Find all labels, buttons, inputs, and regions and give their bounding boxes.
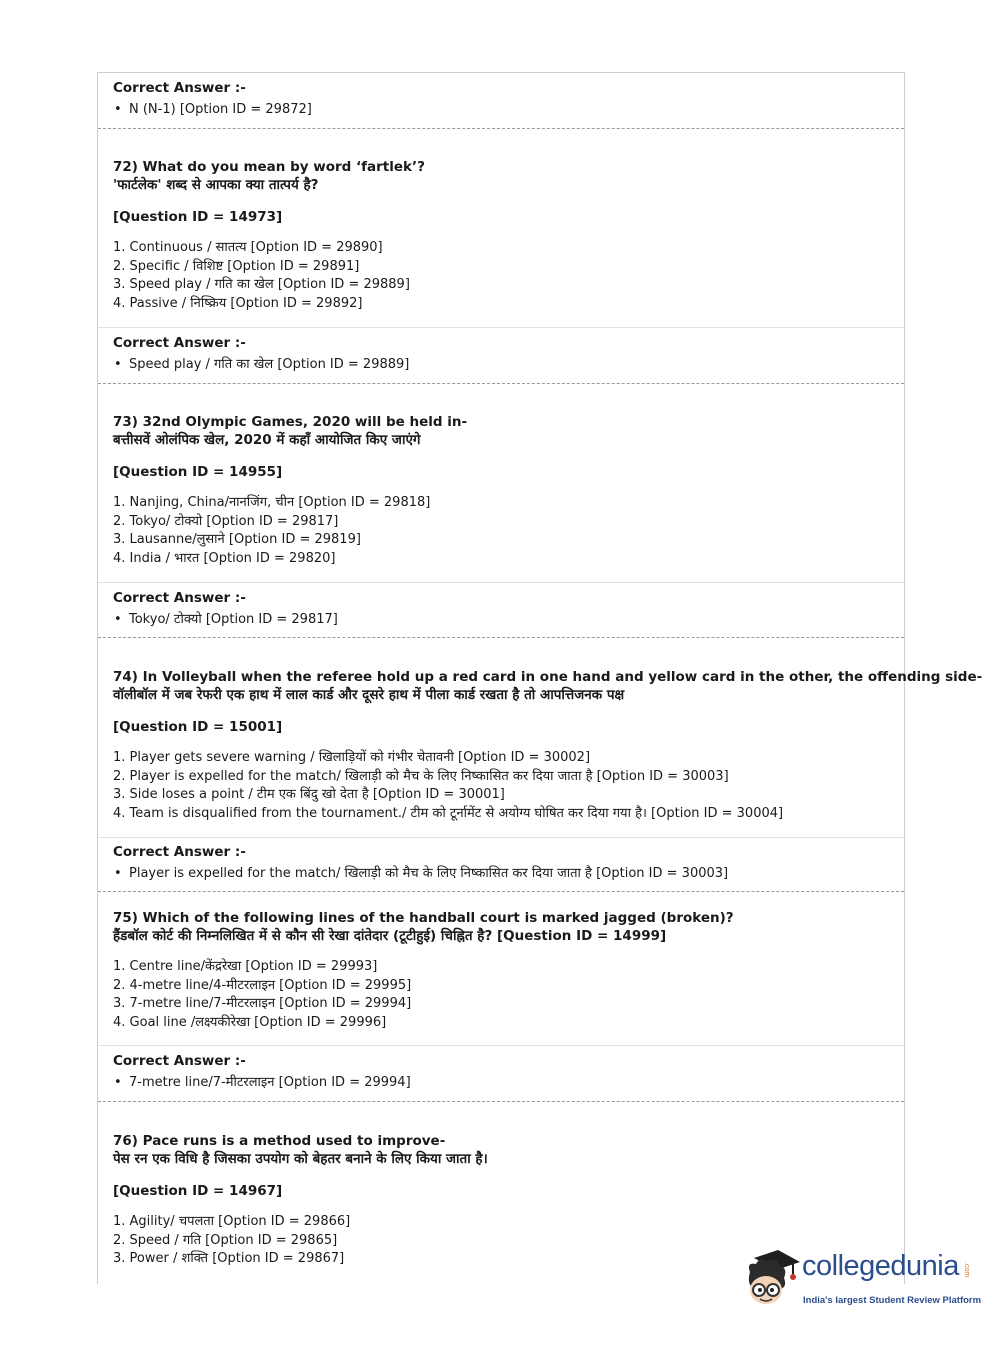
divider [98,327,904,328]
divider [98,128,904,129]
correct-answer-value: • Player is expelled for the match/ खिलाड़ी को मैच के लिए निष्कासित कर दिया जाता है [Option ID = 30003] [113,864,894,883]
correct-answer-label: Correct Answer :- [113,844,246,860]
question-text-hi: बत्तीसवें ओलंपिक खेल, 2020 में कहाँ आयोजित किए जाएंगे [113,432,421,448]
divider [98,837,904,838]
answer-block-75 [113,1052,894,1092]
option-item: 3. Power / शक्ति [Option ID = 29867] [113,1251,345,1266]
divider [98,1101,904,1102]
option-item: 2. Speed / गति [Option ID = 29865] [113,1232,338,1248]
correct-answer-value: • Speed play / गति का खेल [Option ID = 29889] [113,355,894,374]
question-text-hi: वॉलीबॉल में जब रेफरी एक हाथ में लाल कार्ड और दूसरे हाथ में पीला कार्ड रखता है तो आपत्तिजनक पक्ष [113,687,625,703]
option-item: 2. 4-metre line/4-मीटरलाइन [Option ID = 29995] [113,977,412,993]
option-item: 1. Continuous / सातत्य [Option ID = 29890] [113,240,383,255]
option-item: 4. Goal line /लक्ष्यकीरेखा [Option ID = 29996] [113,1014,387,1030]
question-text-en: 72) What do you mean by word ‘fartlek’? [113,159,425,175]
question-75 [113,909,894,1032]
divider [98,637,904,638]
option-item: 1. Player gets severe warning / खिलाड़ियों को गंभीर चेतावनी [Option ID = 30002] [113,750,591,765]
question-id: [Question ID = 14973] [113,209,283,225]
question-text-hi: हैंडबॉल कोर्ट की निम्नलिखित में से कौन सी रेखा दांतेदार (टूटीहुई) चिह्नित है? [Question ID = 14999] [113,928,667,944]
option-item: 2. Tokyo/ टोक्यो [Option ID = 29817] [113,513,339,529]
brand-domain: .com [963,1262,970,1278]
brand-tagline: India's largest Student Review Platform [803,1295,982,1306]
question-text-hi: 'फार्टलेक' शब्द से आपका क्या तात्पर्य है? [113,177,319,193]
correct-answer-value: • Tokyo/ टोक्यो [Option ID = 29817] [113,610,894,629]
question-73 [113,413,894,568]
mascot-icon [742,1248,802,1312]
option-item: 3. Lausanne/लुसाने [Option ID = 29819] [113,532,361,547]
brand-name: collegedunia [802,1250,959,1282]
question-text-en: 73) 32nd Olympic Games, 2020 will be held in- [113,414,468,430]
option-item: 2. Player is expelled for the match/ खिलाड़ी को मैच के लिए निष्कासित कर दिया जाता है [Option ID = 30003] [113,768,729,784]
question-id: [Question ID = 14955] [113,464,283,480]
question-id: [Question ID = 14967] [113,1183,283,1199]
answer-block-73 [113,589,894,629]
correct-answer-label: Correct Answer :- [113,335,246,351]
option-item: 2. Specific / विशिष्ट [Option ID = 29891] [113,258,360,274]
option-list [113,958,894,1032]
option-item: 4. Passive / निष्क्रिय [Option ID = 29892] [113,295,363,311]
option-list [113,239,894,313]
option-item: 4. India / भारत [Option ID = 29820] [113,550,336,566]
divider [98,383,904,384]
correct-answer-label: Correct Answer :- [113,1053,246,1069]
question-text-en: 75) Which of the following lines of the handball court is marked jagged (broken)? [113,910,734,926]
question-text-en: 76) Pace runs is a method used to improve- [113,1133,446,1149]
divider [98,1045,904,1046]
option-list [113,494,894,568]
option-item: 1. Nanjing, China/नानजिंग, चीन [Option ID = 29818] [113,495,431,510]
option-list [113,749,894,823]
correct-answer-label: Correct Answer :- [113,590,246,606]
divider [98,891,904,892]
correct-answer-value: • 7-metre line/7-मीटरलाइन [Option ID = 29994] [113,1073,894,1092]
option-item: 3. Speed play / गति का खेल [Option ID = 29889] [113,277,410,292]
answer-block-74 [113,843,894,883]
collegedunia-logo [742,1248,982,1312]
option-item: 1. Centre line/केंद्ररेखा [Option ID = 29993] [113,959,378,974]
correct-answer-value: • N (N-1) [Option ID = 29872] [113,100,894,119]
question-72 [113,158,894,313]
option-item: 3. Side loses a point / टीम एक बिंदु खो देता है [Option ID = 30001] [113,787,505,802]
option-item: 3. 7-metre line/7-मीटरलाइन [Option ID = 29994] [113,996,412,1011]
option-item: 4. Team is disqualified from the tournament./ टीम को टूर्नामेंट से अयोग्य घोषित कर दिया गया है। [Option ID = 30004] [113,805,784,821]
question-id: [Question ID = 15001] [113,719,283,735]
question-text-hi: पेस रन एक विधि है जिसका उपयोग को बेहतर बनाने के लिए किया जाता है। [113,1151,488,1167]
answer-block-71 [113,79,894,119]
divider [98,582,904,583]
question-74 [113,668,983,823]
correct-answer-label: Correct Answer :- [113,80,246,96]
option-item: 1. Agility/ चपलता [Option ID = 29866] [113,1214,351,1229]
answer-block-72 [113,334,894,374]
question-text-en: 74) In Volleyball when the referee hold up a red card in one hand and yellow card in the other, the offending side- [113,669,983,685]
